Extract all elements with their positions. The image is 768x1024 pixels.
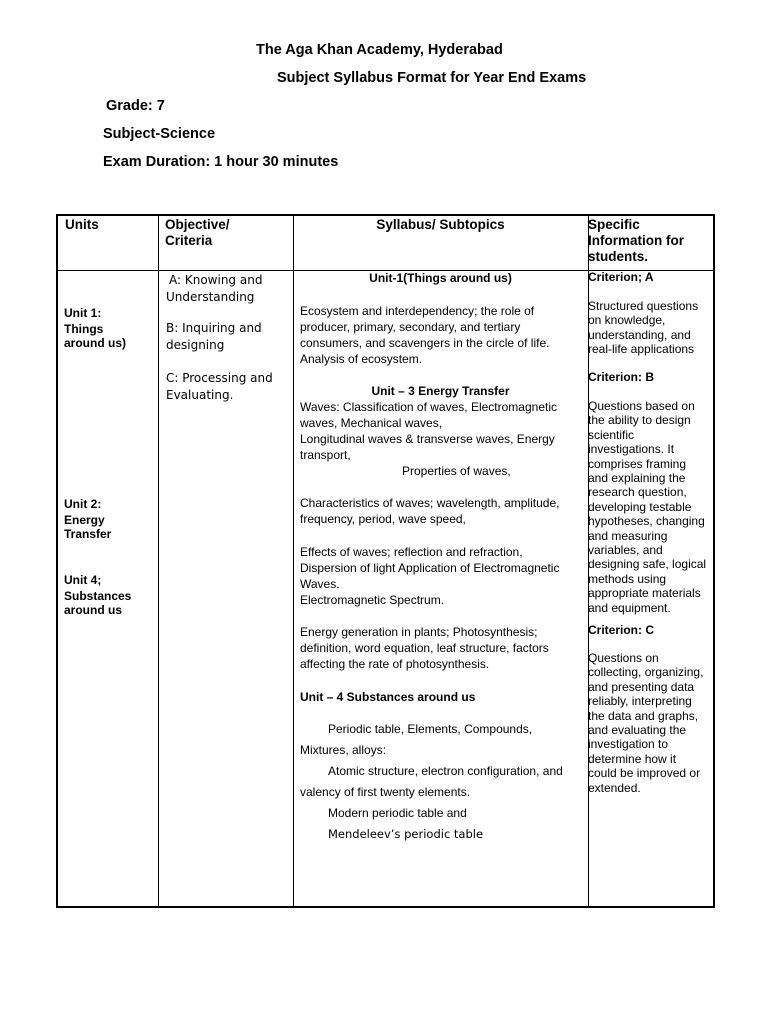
criterion-c-heading: Criterion: C bbox=[588, 623, 654, 637]
grade-label: Grade: 7 bbox=[106, 98, 165, 114]
effects-text: Effects of waves; reflection and refraction, Dispersion of light Application of Electromagnetic Waves. Electromagnetic Spectrum. bbox=[300, 545, 560, 607]
modern-text: Modern periodic table and bbox=[328, 806, 467, 820]
objective-a: A: Knowing and Understanding bbox=[166, 273, 263, 304]
header-units: Units bbox=[65, 217, 99, 232]
subject-label: Subject-Science bbox=[103, 126, 216, 142]
column-divider bbox=[293, 216, 294, 906]
header-specific: Specific Information for students. bbox=[588, 217, 684, 264]
unit-4-label: Unit 4; Substances around us bbox=[64, 573, 132, 617]
objective-b: B: Inquiring and designing bbox=[166, 321, 262, 352]
unit-4-heading: Unit – 4 Substances around us bbox=[300, 690, 476, 704]
objective-c: C: Processing and Evaluating. bbox=[166, 371, 273, 402]
periodic-text-1: Periodic table, Elements, Compounds, bbox=[328, 722, 533, 736]
unit-1-label: Unit 1: Things around us) bbox=[64, 306, 126, 350]
properties-text: Properties of waves, bbox=[402, 464, 511, 478]
periodic-text-2: Mixtures, alloys: bbox=[300, 743, 387, 757]
criterion-b-text: Questions based on the ability to design scientific investigations. It comprises framing and explaining the research question, developing testable hypotheses, changing and measuring variables, and designing safe, logical methods using appropriate materials and equipment. bbox=[588, 399, 707, 615]
characteristics-text: Characteristics of waves; wavelength, amplitude, frequency, period, wave speed, bbox=[300, 496, 560, 526]
criterion-c-text: Questions on collecting, organizing, and presenting data reliably, interpreting the data and graphs, and evaluating the investigation to determine how it could be improved or extended. bbox=[588, 651, 704, 795]
school-title: The Aga Khan Academy, Hyderabad bbox=[256, 42, 503, 58]
energy-text: Energy generation in plants; Photosynthesis; definition, word equation, leaf structure, factors affecting the rate of photosynthesis. bbox=[300, 625, 549, 671]
unit-1-text: Ecosystem and interdependency; the role of producer, primary, secondary, and tertiary consumers, and scavengers in the circle of life. Analysis of ecosystem. bbox=[300, 304, 550, 366]
criterion-a-text: Structured questions on knowledge, understanding, and real-life applications bbox=[588, 299, 699, 357]
mendeleev-text: Mendeleev’s periodic table bbox=[328, 827, 484, 841]
header-syllabus: Syllabus/ Subtopics bbox=[376, 217, 505, 232]
atomic-text-2: valency of first twenty elements. bbox=[300, 785, 471, 799]
criterion-a-heading: Criterion; A bbox=[588, 270, 654, 284]
format-title: Subject Syllabus Format for Year End Exams bbox=[277, 70, 587, 86]
header-objective: Objective/ Criteria bbox=[165, 217, 230, 248]
unit-2-label: Unit 2: Energy Transfer bbox=[64, 497, 112, 541]
column-divider bbox=[158, 216, 159, 906]
waves-text: Waves: Classification of waves, Electromagnetic waves, Mechanical waves, Longitudinal waves & transverse waves, Energy transport, bbox=[300, 400, 557, 462]
syllabus-table bbox=[56, 214, 715, 908]
unit-1-heading: Unit-1(Things around us) bbox=[369, 271, 512, 285]
duration-label: Exam Duration: 1 hour 30 minutes bbox=[103, 154, 339, 170]
unit-3-heading: Unit – 3 Energy Transfer bbox=[371, 384, 510, 398]
criterion-b-heading: Criterion: B bbox=[588, 370, 654, 384]
atomic-text-1: Atomic structure, electron configuration, and bbox=[328, 764, 563, 778]
